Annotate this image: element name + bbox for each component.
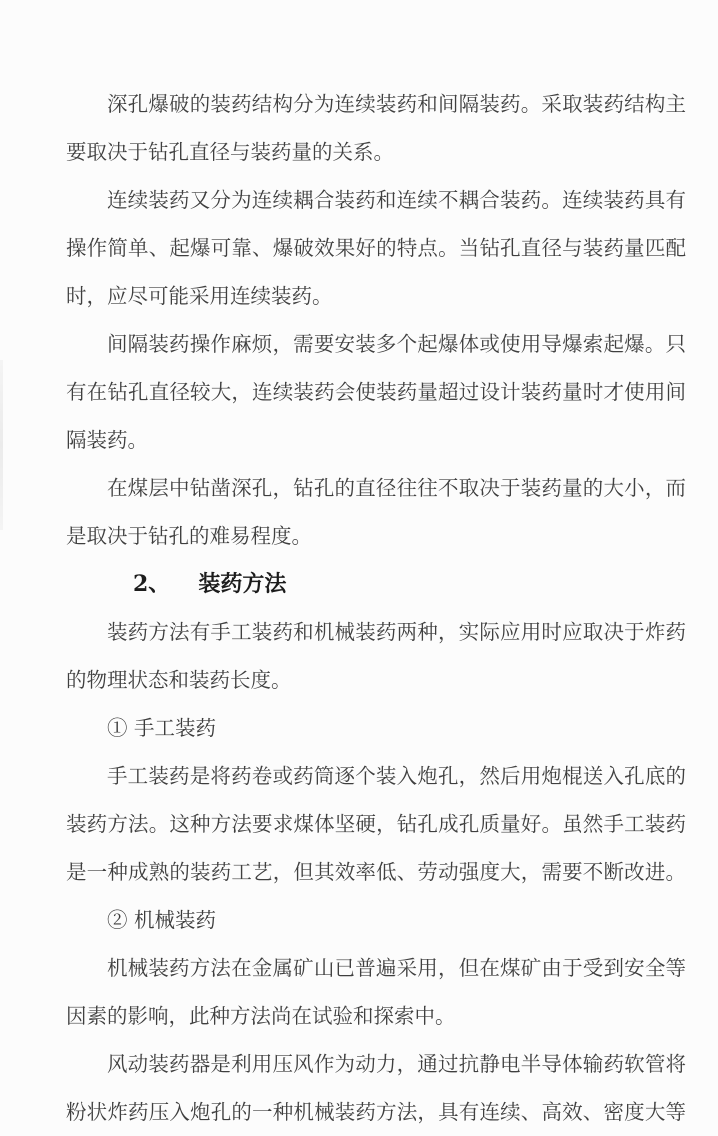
text-line: 隔装药。	[66, 428, 148, 452]
paragraph	[66, 464, 686, 560]
text-line: 要取决于钻孔直径与装药量的关系。	[66, 140, 394, 164]
text-line: 风动装药器是利用压风作为动力，通过抗静电半导体输药软管将	[107, 1052, 686, 1076]
paragraph	[66, 752, 686, 896]
text-line: ① 手工装药	[107, 716, 217, 740]
paragraph	[66, 176, 686, 320]
text-line: 装药方法有手工装药和机械装药两种，实际应用时应取决于炸药	[107, 620, 686, 644]
text-line: ② 机械装药	[107, 908, 217, 932]
paragraph	[66, 320, 686, 464]
document-content	[66, 80, 686, 1136]
text-line: 是一种成熟的装药工艺，但其效率低、劳动强度大，需要不断改进。	[66, 860, 686, 884]
text-line: 因素的影响，此种方法尚在试验和探索中。	[66, 1004, 456, 1028]
paragraph	[66, 944, 686, 1040]
text-line: 手工装药是将药卷或药筒逐个装入炮孔，然后用炮棍送入孔底的	[107, 764, 686, 788]
numbered-list-item	[66, 704, 686, 752]
paragraph	[66, 608, 686, 704]
section-title: 装药方法	[198, 571, 287, 597]
paragraph	[66, 80, 686, 176]
scan-artifact	[0, 360, 3, 530]
text-line: 在煤层中钻凿深孔，钻孔的直径往往不取决于装药量的大小，而	[107, 476, 686, 500]
text-line: 装药方法。这种方法要求煤体坚硬，钻孔成孔质量好。虽然手工装药	[66, 812, 686, 836]
text-line: 连续装药又分为连续耦合装药和连续不耦合装药。连续装药具有	[107, 188, 686, 212]
numbered-list-item	[66, 896, 686, 944]
text-line: 时，应尽可能采用连续装药。	[66, 284, 333, 308]
text-line: 的物理状态和装药长度。	[66, 668, 292, 692]
section-heading	[66, 560, 686, 608]
text-line: 粉状炸药压入炮孔的一种机械装药方法，具有连续、高效、密度大等	[66, 1100, 686, 1124]
section-number: 2、	[133, 571, 171, 597]
text-line: 有在钻孔直径较大，连续装药会使装药量超过设计装药量时才使用间	[66, 380, 686, 404]
text-line: 机械装药方法在金属矿山已普遍采用，但在煤矿由于受到安全等	[107, 956, 686, 980]
paragraph	[66, 1040, 686, 1136]
text-line: 间隔装药操作麻烦，需要安装多个起爆体或使用导爆索起爆。只	[107, 332, 686, 356]
text-line: 深孔爆破的装药结构分为连续装药和间隔装药。采取装药结构主	[107, 92, 686, 116]
text-line: 是取决于钻孔的难易程度。	[66, 524, 312, 548]
text-line: 操作简单、起爆可靠、爆破效果好的特点。当钻孔直径与装药量匹配	[66, 236, 686, 260]
